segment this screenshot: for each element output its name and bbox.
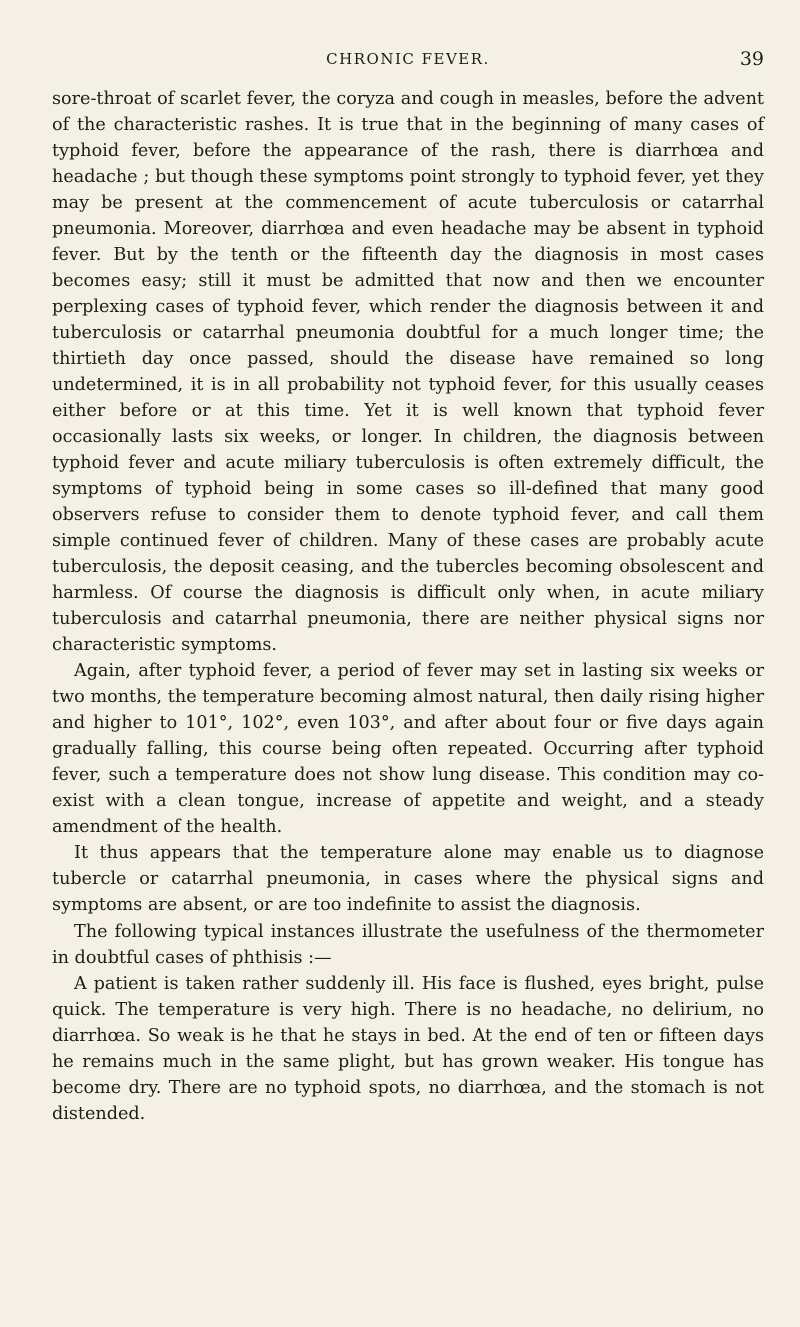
paragraph-1: sore-throat of scarlet fever, the coryza and cough in measles, before the advent of the characteristic rashes. It is true that in the beginning of many cases of typhoid fever, before the appearance of the rash, there is diarrhœa and headache ; but though these symptoms point strongly to typhoid fever, yet they may be present at the commencement of acute tuberculosis or catarrhal pneumonia. Moreover, diarrhœa and even headache may be absent in typhoid fever. But by the tenth or the fifteenth day the diagnosis in most cases becomes easy; still it must be admitted that now and then we encounter perplexing cases of typhoid fever, which render the diagnosis between it and tuberculosis or catarrhal pneumonia doubtful for a much longer time; the thirtieth day once passed, should the disease have remained so long undetermined, it is in all probability not typhoid fever, for this usually ceases either before or at this time. Yet it is well known that typhoid fever occasionally lasts six weeks, or longer. In children, the diagnosis between typhoid fever and acute miliary tuberculosis is often extremely difficult, the symptoms of typhoid being in some cases so ill-defined that many good observers refuse to consider them to denote typhoid fever, and call them simple continued fever of children. Many of these cases are probably acute tuberculosis, the deposit ceasing, and the tubercles becoming obsolescent and harmless. Of course the diagnosis is difficult only when, in acute miliary tuberculosis and catarrhal pneumonia, there are neither physical signs nor characteristic symptoms. — [52, 89, 764, 656]
paragraph-2: Again, after typhoid fever, a period of fever may set in lasting six weeks or two months, the temperature becoming almost natural, then daily rising higher and higher to 101°, 102°, even 103°, and after about four or five days again gradually falling, this course being often repeated. Occurring after typhoid fever, such a temperature does not show lung disease. This condition may co-exist with a clean tongue, increase of appetite and weight, and a steady amendment of the health. — [52, 661, 764, 838]
page-number: 39 — [739, 48, 764, 70]
paragraph-4: The following typical instances illustrate the usefulness of the thermometer in doubtful cases of phthisis :— — [52, 921, 764, 968]
body-text — [52, 86, 764, 1127]
running-title: CHRONIC FEVER. — [326, 50, 490, 68]
paragraph-3: It thus appears that the temperature alone may enable us to diagnose tubercle or catarrhal pneumonia, in cases where the physical signs and symptoms are absent, or are too indefinite to assist the diagnosis. — [52, 843, 764, 916]
running-head — [52, 50, 764, 72]
paragraph-5: A patient is taken rather suddenly ill. His face is flushed, eyes bright, pulse quick. The temperature is very high. There is no headache, no delirium, no diarrhœa. So weak is he that he stays in bed. At the end of ten or fifteen days he remains much in the same plight, but has grown weaker. His tongue has become dry. There are no typhoid spots, no diarrhœa, and the stomach is not distended. — [52, 973, 764, 1124]
